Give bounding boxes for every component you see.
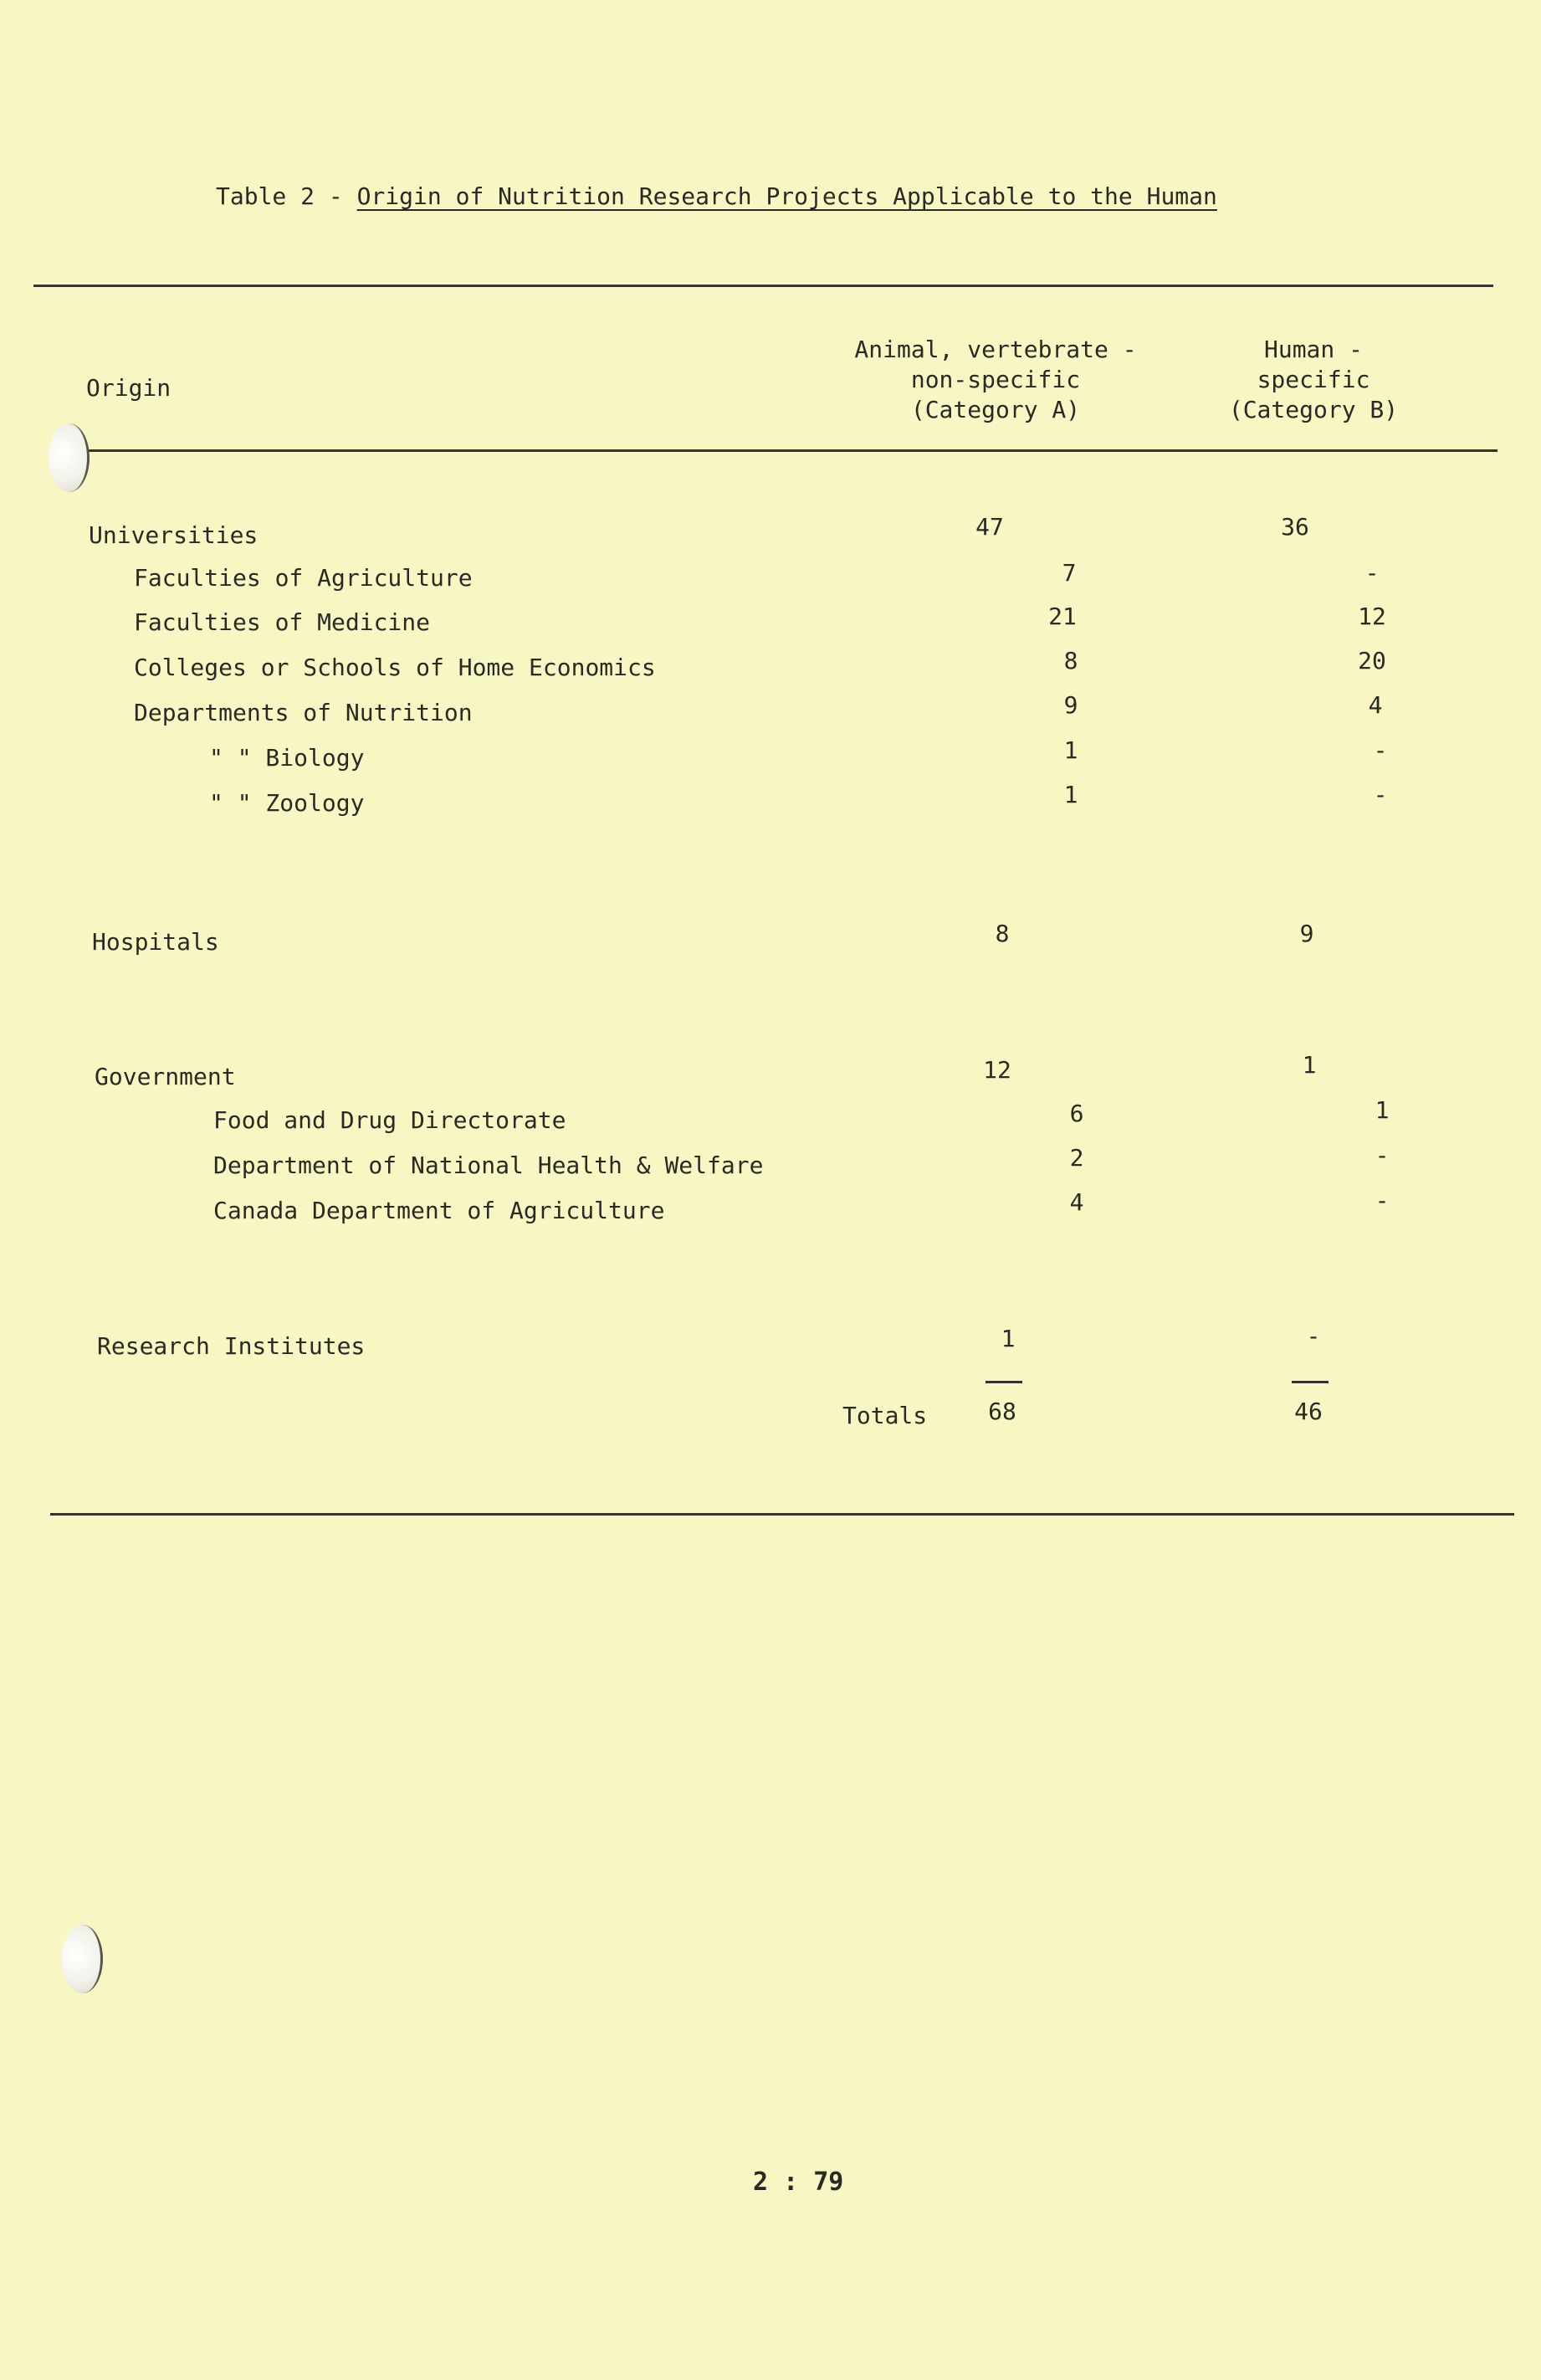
- table-title: [216, 182, 1217, 210]
- row-value-b: 9: [1299, 920, 1314, 947]
- row-value-a: 47: [975, 513, 1004, 541]
- row-value-b: -: [1375, 1187, 1390, 1214]
- row-value-b: 12: [1358, 603, 1386, 630]
- row-value-b: 20: [1358, 647, 1386, 675]
- header-category-b-line3: (Category B): [1228, 396, 1399, 423]
- row-label-universities: Universities: [89, 521, 259, 549]
- row-label-canada-agriculture: Canada Department of Agriculture: [213, 1197, 665, 1224]
- punch-hole-top: [49, 423, 90, 492]
- row-value-b: -: [1373, 781, 1388, 808]
- header-origin: Origin: [86, 374, 172, 402]
- table-title-prefix: Table 2 -: [216, 182, 357, 210]
- row-value-b: -: [1306, 1322, 1321, 1350]
- row-label-zoology: " " Zoology: [209, 789, 365, 817]
- totals-label: Totals: [842, 1402, 928, 1429]
- row-label-faculties-medicine: Faculties of Medicine: [134, 608, 431, 636]
- row-value-a: 12: [983, 1056, 1011, 1084]
- total-underline-a: [986, 1381, 1022, 1383]
- header-category-b-line1: Human -: [1263, 336, 1363, 363]
- row-value-b: 4: [1368, 691, 1383, 719]
- row-value-a: 1: [1063, 736, 1078, 764]
- row-value-b: -: [1373, 736, 1388, 764]
- total-underline-b: [1292, 1381, 1329, 1383]
- row-label-hospitals: Hospitals: [92, 928, 219, 956]
- header-category-a-line1: Animal, vertebrate -: [854, 336, 1137, 363]
- row-label-home-economics: Colleges or Schools of Home Economics: [134, 654, 656, 681]
- table-title-text: Origin of Nutrition Research Projects Applicable to the Human: [356, 182, 1217, 210]
- row-value-a: 8: [995, 920, 1010, 947]
- row-label-government: Government: [95, 1063, 236, 1090]
- row-value-b: 1: [1302, 1051, 1317, 1079]
- row-value-a: 8: [1063, 647, 1078, 675]
- row-value-a: 4: [1069, 1188, 1084, 1216]
- row-label-food-drug: Food and Drug Directorate: [213, 1106, 566, 1134]
- row-value-a: 2: [1069, 1144, 1084, 1172]
- row-value-a: 7: [1062, 559, 1077, 587]
- row-value-a: 21: [1048, 603, 1077, 630]
- row-value-a: 1: [1001, 1325, 1016, 1352]
- header-category-a-line3: (Category A): [910, 396, 1081, 423]
- header-category-a-line2: non-specific: [910, 366, 1081, 393]
- row-value-a: 9: [1063, 691, 1078, 719]
- row-value-b: 36: [1281, 513, 1309, 541]
- row-value-b: -: [1375, 1141, 1390, 1169]
- row-label-biology: " " Biology: [209, 744, 365, 772]
- header-category-b-line2: specific: [1257, 366, 1370, 393]
- row-label-national-health: Department of National Health & Welfare: [213, 1152, 764, 1179]
- bottom-rule: [50, 1513, 1514, 1516]
- punch-hole-bottom: [62, 1925, 103, 1993]
- totals-value-a: 68: [988, 1398, 1016, 1425]
- header-rule: [71, 449, 1497, 452]
- totals-value-b: 46: [1294, 1398, 1323, 1425]
- header-category-b: [1188, 335, 1439, 425]
- header-category-a: [837, 335, 1154, 425]
- page-number: 2 : 79: [753, 2167, 844, 2197]
- top-rule: [33, 285, 1493, 287]
- row-value-b: 1: [1375, 1096, 1390, 1124]
- row-value-b: -: [1364, 559, 1380, 587]
- row-value-a: 1: [1063, 781, 1078, 808]
- row-label-faculties-agriculture: Faculties of Agriculture: [134, 564, 473, 592]
- row-label-departments-nutrition: Departments of Nutrition: [134, 699, 473, 726]
- row-value-a: 6: [1069, 1100, 1084, 1127]
- row-label-research-institutes: Research Institutes: [97, 1332, 366, 1360]
